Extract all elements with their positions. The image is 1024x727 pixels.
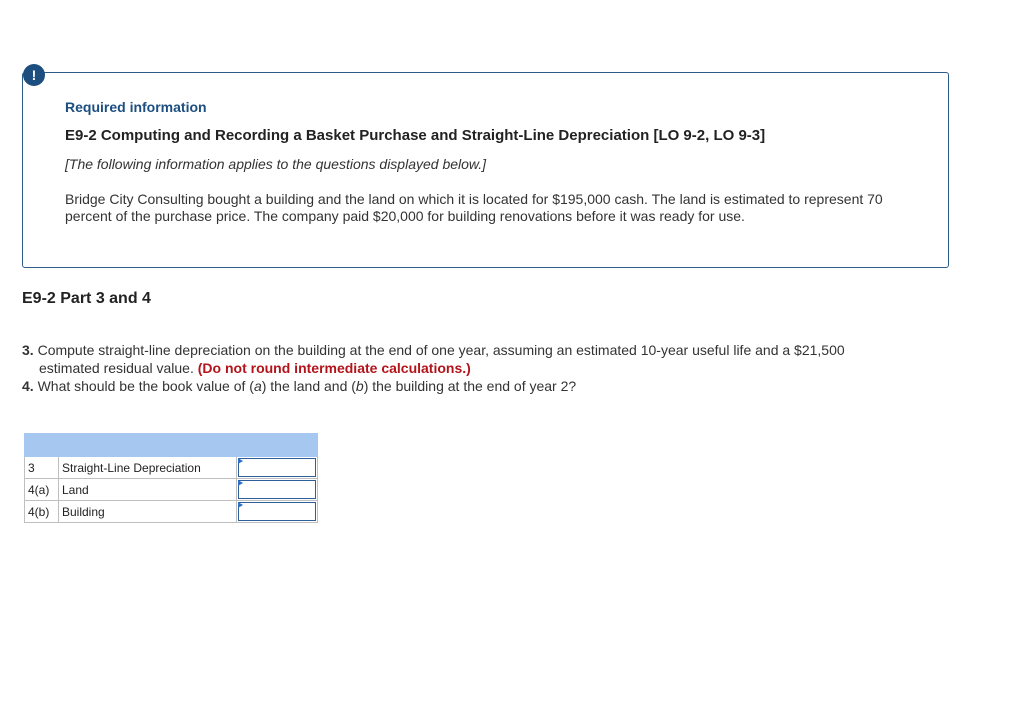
question-4-number: 4.	[22, 378, 34, 394]
question-4-text-c: ) the building at the end of year 2?	[363, 378, 577, 394]
flag-icon	[238, 502, 243, 508]
required-information-box	[22, 72, 949, 268]
rounding-note: (Do not round intermediate calculations.)	[197, 360, 471, 376]
row-number: 4(b)	[25, 501, 59, 523]
row-label: Straight-Line Depreciation	[59, 457, 237, 479]
building-value-input[interactable]	[238, 502, 316, 521]
table-header-row	[25, 434, 318, 457]
flag-icon	[238, 480, 243, 486]
land-value-input[interactable]	[238, 480, 316, 499]
applies-note: [The following information applies to the questions displayed below.]	[65, 156, 487, 172]
question-4-part-b: b	[355, 378, 364, 394]
depreciation-input[interactable]	[238, 458, 316, 477]
answer-cell	[237, 501, 318, 523]
answer-table	[24, 433, 318, 523]
question-3-text: Compute straight-line depreciation on the building at the end of one year, assuming an estimated 10-year useful life and a $21,500	[37, 342, 845, 358]
row-number: 3	[25, 457, 59, 479]
table-row	[25, 479, 318, 501]
table-row	[25, 501, 318, 523]
row-label: Land	[59, 479, 237, 501]
question-3-continued	[22, 359, 1002, 377]
question-4	[22, 377, 1002, 395]
questions-block	[22, 341, 1002, 395]
question-3-number: 3.	[22, 342, 34, 358]
question-3-text-line2: estimated residual value.	[39, 360, 194, 376]
part-title: E9-2 Part 3 and 4	[22, 290, 151, 307]
table-header-cell	[25, 434, 59, 457]
table-header-cell	[237, 434, 318, 457]
question-3	[22, 341, 1002, 359]
question-4-part-a: a	[253, 378, 262, 394]
answer-cell	[237, 457, 318, 479]
question-4-text-a: What should be the book value of (	[37, 378, 254, 394]
table-header-cell	[59, 434, 237, 457]
scenario-text: Bridge City Consulting bought a building and the land on which it is located for $195,000 cash. The land is estimated to represent 70 percent of the purchase price. The company paid $20,000 for building renovations before it was ready for use.	[65, 191, 883, 224]
table-row	[25, 457, 318, 479]
required-information-label: Required information	[65, 99, 207, 115]
row-label: Building	[59, 501, 237, 523]
alert-icon: !	[23, 64, 45, 86]
answer-cell	[237, 479, 318, 501]
flag-icon	[238, 458, 243, 464]
exercise-title: E9-2 Computing and Recording a Basket Purchase and Straight-Line Depreciation [LO 9-2, LO 9-3]	[65, 127, 766, 144]
question-4-text-b: ) the land and (	[261, 378, 356, 394]
row-number: 4(a)	[25, 479, 59, 501]
